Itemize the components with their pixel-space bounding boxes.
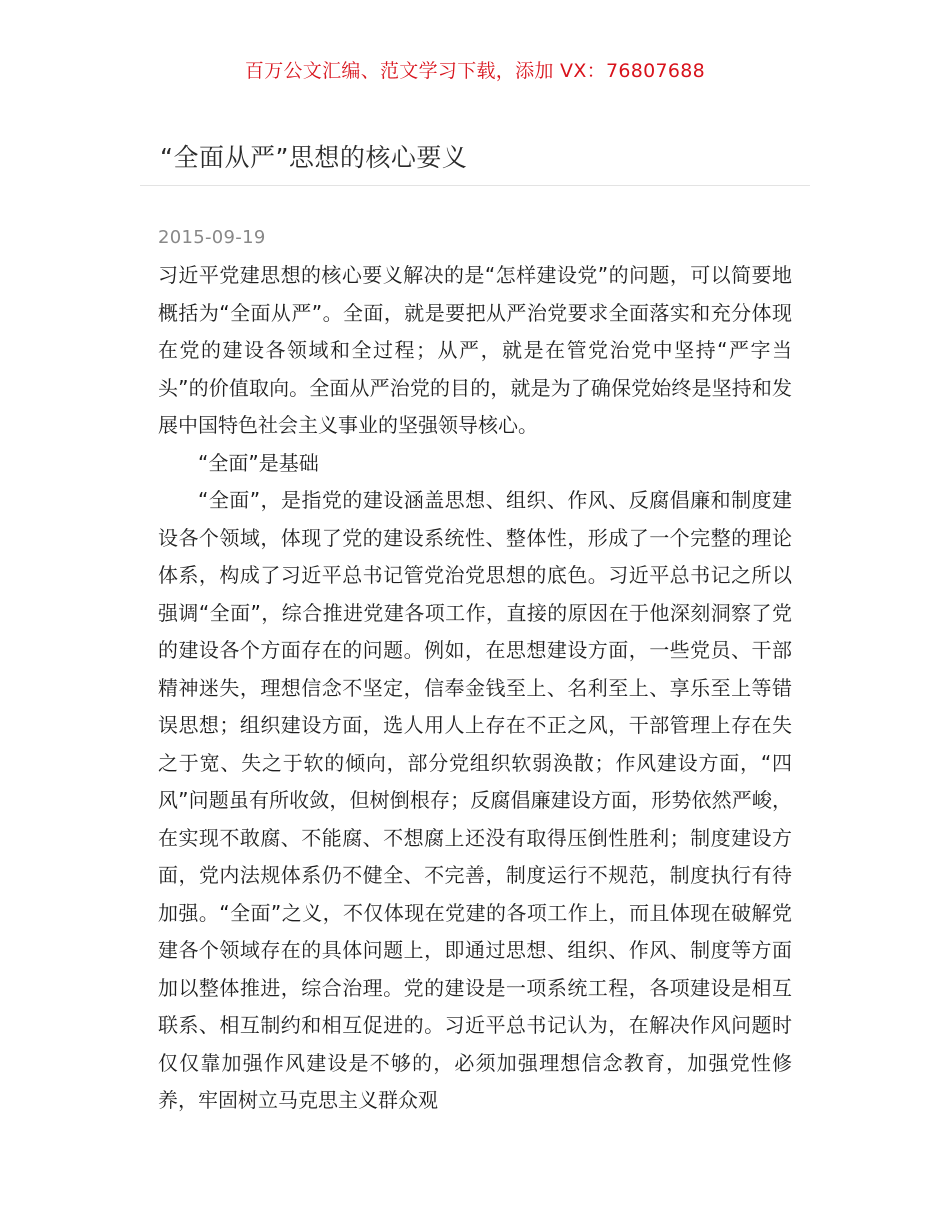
section-heading: “全面”是基础 [198, 450, 319, 475]
paragraph-body: “全面”，是指党的建设涵盖思想、组织、作风、反腐倡廉和制度建设各个领域，体现了党的建设系统性、整体性，形成了一个完整的理论体系，构成了习近平总书记管党治党思想的底色。习近平总书记之所以强调“全面”，综合推进党建各项工作，直接的原因在于他深刻洞察了党的建设各个方面存在的问题。例如，在思想建设方面，一些党员、干部精神迷失，理想信念不坚定，信奉金钱至上、名利至上、享乐至上等错误思想；组织建设方面，选人用人上存在不正之风，干部管理上存在失之于宽、失之于软的倾向，部分党组织软弱涣散；作风建设方面，“四风”问题虽有所收敛，但树倒根存；反腐倡廉建设方面，形势依然严峻，在实现不敢腐、不能腐、不想腐上还没有取得压倒性胜利；制度建设方面，党内法规体系仍不健全、不完善，制度运行不规范，制度执行有待加强。“全面”之义，不仅体现在党建的各项工作上，而且体现在破解党建各个领域存在的具体问题上，即通过思想、组织、作风、制度等方面加以整体推进，综合治理。党的建设是一项系统工程，各项建设是相互联系、相互制约和相互促进的。习近平总书记认为，在解决作风问题时仅仅靠加强作风建设是不够的，必须加强理想信念教育，加强党性修养，牢固树立马克思主义群众观 [158, 488, 792, 1112]
publish-date: 2015-09-19 [158, 227, 266, 248]
article-body [158, 257, 792, 1120]
promo-banner: 百万公文汇编、范文学习下载，添加 VX：76807688 [244, 60, 706, 82]
article-title: “全面从严”思想的核心要义 [160, 143, 468, 172]
paragraph-intro: 习近平党建思想的核心要义解决的是“怎样建设党”的问题，可以简要地概括为“全面从严”。全面，就是要把从严治党要求全面落实和充分体现在党的建设各领域和全过程；从严，就是在管党治党中坚持“严字当头”的价值取向。全面从严治党的目的，就是为了确保党始终是坚持和发展中国特色社会主义事业的坚强领导核心。 [158, 263, 792, 437]
title-divider [140, 185, 810, 186]
